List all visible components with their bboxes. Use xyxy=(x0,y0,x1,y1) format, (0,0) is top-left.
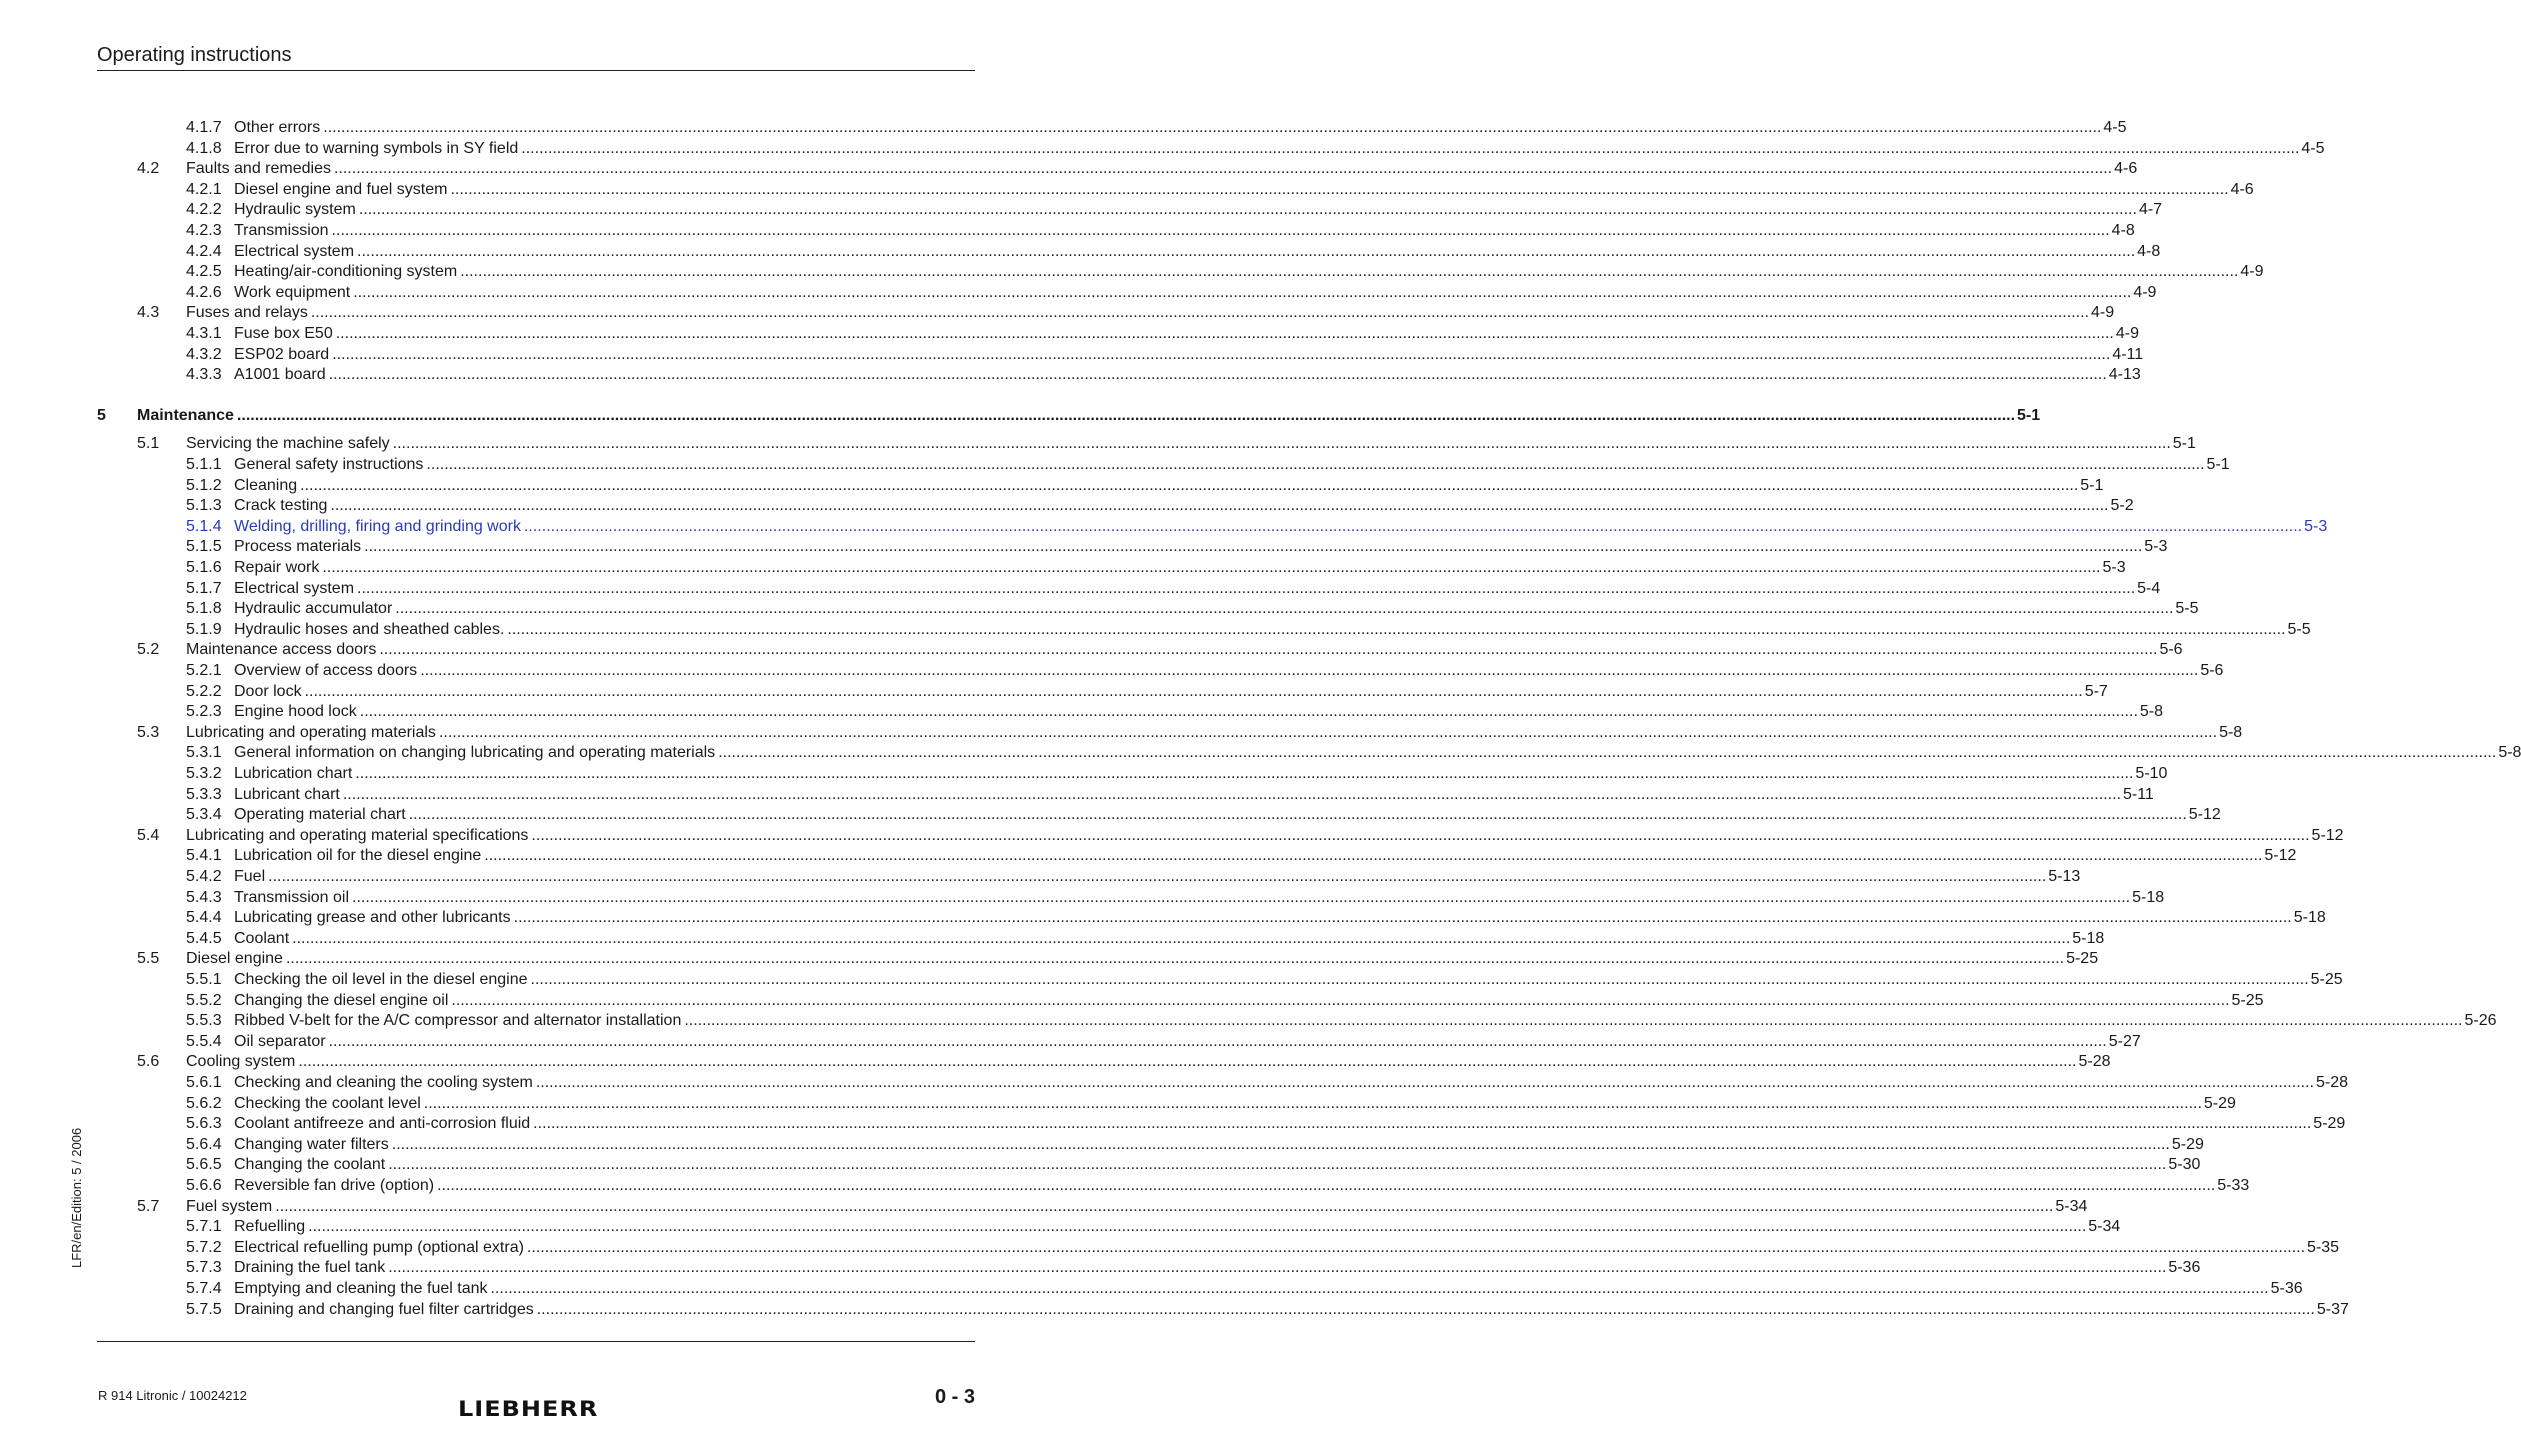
toc-entry-page: 5-10 xyxy=(2135,765,2168,782)
toc-entry-number: 4.2.5 xyxy=(186,263,222,281)
toc-dot-leader: ................................................................................................................................................................................................................................................................................................................................................................................................................ xyxy=(533,1115,2312,1133)
toc-entry-page: 5-11 xyxy=(2122,785,2154,803)
toc-entry-page: 5-8 xyxy=(2139,703,2164,721)
toc-entry-title: Refuelling xyxy=(234,1218,306,1236)
toc-entry-number: 5.2.1 xyxy=(186,662,222,679)
liebherr-logo: LIEBHERR xyxy=(458,1396,599,1422)
toc-entry-title: Lubricant chart xyxy=(234,785,340,803)
toc-dot-leader: ................................................................................................................................................................................................................................................................................................................................................................................................................ xyxy=(521,139,2300,157)
toc-dot-leader: ................................................................................................................................................................................................................................................................................................................................................................................................................ xyxy=(364,538,2143,556)
toc-dot-leader: ................................................................................................................................................................................................................................................................................................................................................................................................................ xyxy=(285,950,2065,968)
toc-entry xyxy=(0,1073,2348,1093)
toc-dot-leader: ................................................................................................................................................................................................................................................................................................................................................................................................................ xyxy=(536,1300,2315,1318)
toc-dot-leader: ................................................................................................................................................................................................................................................................................................................................................................................................................ xyxy=(358,201,2137,219)
toc-entry-page: 5-28 xyxy=(2078,1053,2111,1071)
toc-entry-title: Maintenance access doors xyxy=(186,641,377,659)
toc-entry-number: 5.1.5 xyxy=(186,538,222,556)
toc-entry xyxy=(0,620,2311,640)
toc-dot-leader: ................................................................................................................................................................................................................................................................................................................................................................................................................ xyxy=(379,641,2158,659)
toc-entry-title: Fuse box E50 xyxy=(234,325,333,342)
toc-entry xyxy=(0,1279,2303,1299)
toc-entry-number: 5.6 xyxy=(137,1053,160,1071)
toc-entry-number: 5.4 xyxy=(137,826,160,844)
toc-entry xyxy=(0,1011,2497,1031)
toc-entry-number: 5.7.3 xyxy=(186,1259,222,1277)
toc-entry-title: Electrical system xyxy=(234,579,355,597)
toc-entry-page: 5-8 xyxy=(2219,723,2243,741)
toc-entry-page: 5-36 xyxy=(2270,1280,2303,1297)
toc-entry-title: ESP02 board xyxy=(234,345,330,363)
toc-dot-leader: ................................................................................................................................................................................................................................................................................................................................................................................................................ xyxy=(395,600,2174,618)
toc-entry-number: 5.4.3 xyxy=(186,888,222,906)
toc-entry xyxy=(0,324,2139,344)
toc-entry-title: Other errors xyxy=(234,119,321,136)
toc-entry-page: 5-3 xyxy=(2102,559,2126,576)
toc-entry xyxy=(0,303,2115,323)
toc-entry-title: Faults and remedies xyxy=(186,160,331,178)
toc-entry[interactable] xyxy=(0,517,2328,537)
toc-entry xyxy=(0,406,2041,426)
toc-dot-leader: ................................................................................................................................................................................................................................................................................................................................................................................................................ xyxy=(357,579,2136,597)
toc-entry-number: 5.1.3 xyxy=(186,497,222,515)
toc-entry xyxy=(0,537,2168,557)
toc-entry xyxy=(0,908,2326,928)
toc-entry-page: 5-18 xyxy=(2293,909,2326,927)
toc-entry-number: 5.1.1 xyxy=(186,456,222,473)
toc-entry-number: 5.1.7 xyxy=(186,579,222,597)
toc-entry-title: Reversible fan drive (option) xyxy=(234,1177,435,1194)
toc-entry-title: Draining the fuel tank xyxy=(234,1259,386,1277)
toc-entry xyxy=(0,702,2164,722)
toc-entry xyxy=(0,496,2134,516)
toc-entry xyxy=(0,242,2161,262)
toc-entry-title: Hydraulic accumulator xyxy=(234,600,393,618)
toc-entry-number: 5.7.1 xyxy=(186,1218,222,1236)
toc-dot-leader: ................................................................................................................................................................................................................................................................................................................................................................................................................ xyxy=(684,1012,2463,1030)
toc-dot-leader: ................................................................................................................................................................................................................................................................................................................................................................................................................ xyxy=(392,435,2171,453)
toc-entry-page: 5-1 xyxy=(2206,456,2230,473)
toc-entry-title: Engine hood lock xyxy=(234,703,357,721)
page-number: 0 - 3 xyxy=(934,1386,975,1408)
toc-entry-title: General information on changing lubricating and operating materials xyxy=(234,744,716,762)
toc-entry xyxy=(0,345,2144,365)
toc-entry-title: Work equipment xyxy=(234,283,351,301)
toc-dot-leader: ................................................................................................................................................................................................................................................................................................................................................................................................................ xyxy=(332,345,2111,363)
toc-entry-page: 5-5 xyxy=(2287,620,2311,638)
toc-entry-number: 4.1.8 xyxy=(186,139,222,157)
toc-dot-leader: ................................................................................................................................................................................................................................................................................................................................................................................................................ xyxy=(450,180,2229,198)
toc-entry-title: Maintenance xyxy=(137,406,234,424)
toc-entry xyxy=(0,1114,2346,1134)
toc-entry xyxy=(0,434,2196,454)
toc-dot-leader: ................................................................................................................................................................................................................................................................................................................................................................................................................ xyxy=(353,283,2132,301)
toc-entry-page: 5-4 xyxy=(2137,579,2161,597)
toc-entry-page: 5-30 xyxy=(2168,1156,2201,1174)
toc-entry-number: 5.6.3 xyxy=(186,1115,222,1133)
toc-entry-number: 5.3.2 xyxy=(186,765,222,782)
toc-entry-page: 5-35 xyxy=(2307,1238,2340,1256)
toc-dot-leader: ................................................................................................................................................................................................................................................................................................................................................................................................................ xyxy=(355,765,2134,782)
toc-entry-number: 4.2.4 xyxy=(186,242,222,260)
toc-entry-page: 4-5 xyxy=(2301,139,2325,157)
toc-dot-leader: ................................................................................................................................................................................................................................................................................................................................................................................................................ xyxy=(530,971,2309,988)
toc-entry-number: 5.3.1 xyxy=(186,744,222,762)
toc-dot-leader: ................................................................................................................................................................................................................................................................................................................................................................................................................ xyxy=(531,826,2310,844)
toc-entry-number: 5 xyxy=(97,406,106,424)
toc-entry xyxy=(0,1300,2349,1320)
toc-entry-page: 5-25 xyxy=(2231,991,2264,1009)
toc-dot-leader: ................................................................................................................................................................................................................................................................................................................................................................................................................ xyxy=(268,868,2047,885)
toc-entry xyxy=(0,1135,2204,1155)
toc-entry-page: 5-29 xyxy=(2203,1094,2236,1112)
toc-dot-leader: ................................................................................................................................................................................................................................................................................................................................................................................................................ xyxy=(391,1135,2170,1153)
toc-entry-page: 5-18 xyxy=(2072,929,2105,947)
toc-entry-page: 4-13 xyxy=(2108,366,2141,384)
toc-entry-title: Lubrication chart xyxy=(234,765,353,782)
toc-entry xyxy=(0,180,2254,200)
toc-entry-page: 4-7 xyxy=(2138,201,2163,219)
toc-entry-title: Transmission oil xyxy=(234,888,349,906)
toc-dot-leader: ................................................................................................................................................................................................................................................................................................................................................................................................................ xyxy=(718,744,2497,762)
toc-entry-title: Heating/air-conditioning system xyxy=(234,263,458,281)
toc-entry-number: 5.5.2 xyxy=(186,991,222,1009)
toc-entry-title: Lubricating and operating material specifications xyxy=(186,826,529,844)
toc-dot-leader: ................................................................................................................................................................................................................................................................................................................................................................................................................ xyxy=(300,476,2079,494)
toc-dot-leader: ................................................................................................................................................................................................................................................................................................................................................................................................................ xyxy=(359,703,2138,721)
toc-entry xyxy=(0,743,2521,763)
toc-entry-number: 4.3 xyxy=(137,304,160,322)
toc-entry-title: Cooling system xyxy=(186,1053,296,1071)
toc-entry-title: Changing water filters xyxy=(234,1135,389,1153)
header-divider xyxy=(97,70,975,71)
toc-entry-page: 5-3 xyxy=(2144,538,2168,556)
toc-dot-leader: ................................................................................................................................................................................................................................................................................................................................................................................................................ xyxy=(342,785,2121,803)
toc-entry-page: 5-33 xyxy=(2217,1177,2250,1194)
toc-entry-page: 5-25 xyxy=(2310,971,2343,988)
toc-entry-page: 5-6 xyxy=(2159,641,2183,659)
toc-dot-leader: ................................................................................................................................................................................................................................................................................................................................................................................................................ xyxy=(535,1074,2314,1091)
toc-entry-page: 5-12 xyxy=(2311,826,2344,844)
toc-entry-page: 5-18 xyxy=(2132,888,2165,906)
toc-dot-leader: ................................................................................................................................................................................................................................................................................................................................................................................................................ xyxy=(484,847,2263,865)
toc-entry xyxy=(0,1155,2201,1175)
toc-entry-title: Repair work xyxy=(234,559,320,576)
toc-dot-leader: ................................................................................................................................................................................................................................................................................................................................................................................................................ xyxy=(330,497,2109,515)
toc-entry xyxy=(0,1258,2201,1278)
toc-entry xyxy=(0,1217,2121,1237)
toc-entry-page: 5-29 xyxy=(2171,1135,2204,1153)
toc-entry xyxy=(0,365,2141,385)
toc-entry-number: 5.4.1 xyxy=(186,847,222,865)
toc-entry-title: A1001 board xyxy=(234,366,326,384)
toc-entry-number: 5.5 xyxy=(137,950,160,968)
toc-dot-leader: ................................................................................................................................................................................................................................................................................................................................................................................................................ xyxy=(357,242,2136,260)
toc-entry-number: 5.5.4 xyxy=(186,1032,222,1050)
toc-entry xyxy=(0,1238,2340,1258)
toc-entry-title: Process materials xyxy=(234,538,362,556)
toc-entry-number: 5.6.4 xyxy=(186,1135,222,1153)
toc-entry xyxy=(0,159,2138,179)
toc-dot-leader: ................................................................................................................................................................................................................................................................................................................................................................................................................ xyxy=(437,1177,2216,1194)
toc-dot-leader: ................................................................................................................................................................................................................................................................................................................................................................................................................ xyxy=(275,1197,2054,1215)
toc-entry-title: Ribbed V-belt for the A/C compressor and alternator installation xyxy=(234,1012,682,1030)
page-header-title: Operating instructions xyxy=(97,44,292,66)
toc-entry-title: Hydraulic hoses and sheathed cables. xyxy=(234,620,505,638)
toc-entry xyxy=(0,682,2108,702)
toc-dot-leader: ................................................................................................................................................................................................................................................................................................................................................................................................................ xyxy=(292,929,2071,947)
toc-entry-title: Diesel engine xyxy=(186,950,283,968)
toc-dot-leader: ................................................................................................................................................................................................................................................................................................................................................................................................................ xyxy=(335,325,2114,342)
toc-entry xyxy=(0,805,2221,825)
toc-entry-page: 5-1 xyxy=(2172,435,2196,453)
toc-dot-leader: ................................................................................................................................................................................................................................................................................................................................................................................................................ xyxy=(451,991,2230,1009)
toc-entry-number: 5.6.5 xyxy=(186,1156,222,1174)
toc-entry-number: 4.2.2 xyxy=(186,201,222,219)
toc-entry-page: 4-8 xyxy=(2111,222,2135,239)
toc-entry xyxy=(0,785,2154,805)
toc-entry-page: 5-13 xyxy=(2048,868,2081,885)
toc-entry-number: 5.1.2 xyxy=(186,476,222,494)
toc-dot-leader: ................................................................................................................................................................................................................................................................................................................................................................................................................ xyxy=(513,909,2292,927)
toc-entry-page: 4-9 xyxy=(2115,325,2139,342)
toc-entry xyxy=(0,1094,2236,1114)
toc-entry-title: Door lock xyxy=(234,682,302,700)
toc-entry-title: Checking the coolant level xyxy=(234,1094,421,1112)
toc-entry xyxy=(0,1052,2111,1072)
toc-entry-page: 5-7 xyxy=(2084,682,2108,700)
toc-entry-number: 4.3.2 xyxy=(186,345,222,363)
toc-entry-title: Diesel engine and fuel system xyxy=(234,180,448,198)
toc-entry-number: 5.1.8 xyxy=(186,600,222,618)
document-reference: R 914 Litronic / 10024212 xyxy=(98,1388,247,1403)
toc-dot-leader: ................................................................................................................................................................................................................................................................................................................................................................................................................ xyxy=(323,119,2102,136)
toc-entry-page: 5-12 xyxy=(2264,847,2297,865)
toc-entry xyxy=(0,139,2325,159)
toc-entry-number: 5.5.3 xyxy=(186,1012,222,1030)
toc-entry-page: 4-9 xyxy=(2090,304,2115,322)
toc-entry-title: Checking and cleaning the cooling system xyxy=(234,1074,533,1091)
toc-entry-title: General safety instructions xyxy=(234,456,424,473)
toc-dot-leader: ................................................................................................................................................................................................................................................................................................................................................................................................................ xyxy=(490,1280,2269,1297)
toc-entry-number: 5.7 xyxy=(137,1197,160,1215)
toc-dot-leader: ................................................................................................................................................................................................................................................................................................................................................................................................................ xyxy=(322,559,2101,576)
toc-entry-title: Coolant antifreeze and anti-corrosion fluid xyxy=(234,1115,531,1133)
toc-entry-title: Lubricating grease and other lubricants xyxy=(234,909,511,927)
toc-entry xyxy=(0,200,2163,220)
toc-entry-number: 5.2.3 xyxy=(186,703,222,721)
toc-entry-title: Operating material chart xyxy=(234,806,406,824)
toc-entry xyxy=(0,1197,2088,1217)
toc-entry-number: 4.2 xyxy=(137,160,160,178)
toc-entry xyxy=(0,826,2344,846)
toc-entry xyxy=(0,661,2224,681)
toc-entry xyxy=(0,599,2199,619)
toc-entry xyxy=(0,262,2264,282)
toc-entry-number: 5.7.2 xyxy=(186,1238,222,1256)
toc-entry-page: 5-6 xyxy=(2200,662,2224,679)
toc-dot-leader: ................................................................................................................................................................................................................................................................................................................................................................................................................ xyxy=(310,304,2089,322)
toc-entry-title: Cleaning xyxy=(234,476,298,494)
toc-entry xyxy=(0,723,2243,743)
toc-entry xyxy=(0,970,2343,990)
toc-dot-leader: ................................................................................................................................................................................................................................................................................................................................................................................................................ xyxy=(523,517,2303,535)
toc-entry xyxy=(0,476,2104,496)
toc-entry-number: 5.2.2 xyxy=(186,682,222,700)
toc-entry-number: 4.3.1 xyxy=(186,325,222,342)
toc-entry-number: 5.2 xyxy=(137,641,160,659)
toc-entry-number: 4.2.3 xyxy=(186,222,222,239)
toc-entry-page: 4-6 xyxy=(2230,180,2254,198)
toc-dot-leader: ................................................................................................................................................................................................................................................................................................................................................................................................................ xyxy=(298,1053,2077,1071)
toc-entry-title: Electrical system xyxy=(234,242,355,260)
toc-dot-leader: ................................................................................................................................................................................................................................................................................................................................................................................................................ xyxy=(507,620,2286,638)
toc-entry-page: 5-34 xyxy=(2088,1218,2121,1236)
toc-entry-number: 4.2.1 xyxy=(186,180,222,198)
toc-entry-page: 4-9 xyxy=(2133,283,2157,301)
toc-entry-number: 5.6.6 xyxy=(186,1177,222,1194)
toc-entry-title: Fuses and relays xyxy=(186,304,308,322)
toc-entry-title: Checking the oil level in the diesel engine xyxy=(234,971,528,988)
toc-entry-number: 4.3.3 xyxy=(186,366,222,384)
toc-entry-page: 4-6 xyxy=(2114,160,2138,178)
toc-entry-number: 5.1.9 xyxy=(186,620,222,638)
toc-entry xyxy=(0,221,2135,241)
toc-entry-number: 5.7.4 xyxy=(186,1280,222,1297)
toc-entry-title: Crack testing xyxy=(234,497,328,515)
toc-entry xyxy=(0,283,2157,303)
toc-entry-title: Hydraulic system xyxy=(234,201,356,219)
toc-dot-leader: ................................................................................................................................................................................................................................................................................................................................................................................................................ xyxy=(460,263,2239,281)
toc-entry-page: 4-11 xyxy=(2112,345,2144,363)
toc-entry-title: Transmission xyxy=(234,222,329,239)
toc-entry-page: 5-3 xyxy=(2304,517,2328,535)
toc-entry-page: 5-25 xyxy=(2066,950,2099,968)
toc-entry-title: Lubrication oil for the diesel engine xyxy=(234,847,482,865)
toc-dot-leader: ................................................................................................................................................................................................................................................................................................................................................................................................................ xyxy=(426,456,2205,473)
toc-entry-title: Electrical refuelling pump (optional extra) xyxy=(234,1238,524,1256)
toc-entry xyxy=(0,579,2161,599)
toc-entry-page: 5-2 xyxy=(2110,497,2134,515)
toc-dot-leader: ................................................................................................................................................................................................................................................................................................................................................................................................................ xyxy=(333,160,2113,178)
toc-dot-leader: ................................................................................................................................................................................................................................................................................................................................................................................................................ xyxy=(331,222,2110,239)
toc-entry-page: 5-1 xyxy=(2080,476,2104,494)
toc-dot-leader: ................................................................................................................................................................................................................................................................................................................................................................................................................ xyxy=(423,1094,2202,1112)
toc-entry-page: 5-1 xyxy=(2017,406,2041,424)
toc-entry-number: 5.4.5 xyxy=(186,929,222,947)
toc-entry-number: 5.1 xyxy=(137,435,160,453)
toc-entry-page: 5-8 xyxy=(2498,744,2521,762)
toc-dot-leader: ................................................................................................................................................................................................................................................................................................................................................................................................................ xyxy=(236,406,2016,424)
toc-entry-page: 5-26 xyxy=(2464,1012,2497,1030)
toc-entry-number: 5.7.5 xyxy=(186,1300,222,1318)
toc-entry-title: Changing the coolant xyxy=(234,1156,386,1174)
toc-entry-number: 5.3 xyxy=(137,723,160,741)
toc-entry xyxy=(0,1176,2250,1196)
toc-entry-page: 5-36 xyxy=(2168,1259,2201,1277)
toc-entry-page: 5-29 xyxy=(2313,1115,2346,1133)
toc-entry-page: 5-5 xyxy=(2175,600,2199,618)
toc-entry-title: Draining and changing fuel filter cartridges xyxy=(234,1300,534,1318)
toc-entry xyxy=(0,640,2183,660)
toc-entry-page: 4-5 xyxy=(2103,119,2127,136)
toc-entry-page: 4-9 xyxy=(2240,263,2264,281)
toc-dot-leader: ................................................................................................................................................................................................................................................................................................................................................................................................................ xyxy=(408,806,2187,824)
toc-entry xyxy=(0,991,2264,1011)
toc-entry-number: 4.2.6 xyxy=(186,283,222,301)
toc-entry xyxy=(0,867,2081,887)
toc-entry-page: 4-8 xyxy=(2137,242,2161,260)
toc-entry-title: Error due to warning symbols in SY field xyxy=(234,139,519,157)
toc-dot-leader: ................................................................................................................................................................................................................................................................................................................................................................................................................ xyxy=(328,1032,2107,1050)
toc-dot-leader: ................................................................................................................................................................................................................................................................................................................................................................................................................ xyxy=(304,682,2083,700)
toc-entry xyxy=(0,929,2105,949)
toc-entry xyxy=(0,846,2297,866)
toc-entry-title: Changing the diesel engine oil xyxy=(234,991,449,1009)
toc-entry-page: 5-28 xyxy=(2315,1074,2348,1091)
toc-entry-title: Coolant xyxy=(234,929,290,947)
toc-entry-number: 5.6.2 xyxy=(186,1094,222,1112)
toc-entry-title: Emptying and cleaning the fuel tank xyxy=(234,1280,488,1297)
toc-entry xyxy=(0,455,2230,475)
toc-entry-number: 5.3.3 xyxy=(186,785,222,803)
toc-entry xyxy=(0,764,2168,784)
toc-dot-leader: ................................................................................................................................................................................................................................................................................................................................................................................................................ xyxy=(388,1156,2167,1174)
toc-dot-leader: ................................................................................................................................................................................................................................................................................................................................................................................................................ xyxy=(328,366,2107,384)
toc-dot-leader: ................................................................................................................................................................................................................................................................................................................................................................................................................ xyxy=(388,1259,2167,1277)
toc-entry-title: Lubricating and operating materials xyxy=(186,723,436,741)
toc-entry-number: 5.1.4 xyxy=(186,517,222,535)
toc-entry-number: 5.1.6 xyxy=(186,559,222,576)
edition-side-label: LFR/en/Edition: 5 / 2006 xyxy=(69,1127,84,1268)
toc-entry xyxy=(0,888,2165,908)
toc-dot-leader: ................................................................................................................................................................................................................................................................................................................................................................................................................ xyxy=(308,1218,2087,1236)
toc-entry-title: Servicing the machine safely xyxy=(186,435,390,453)
toc-entry-page: 5-12 xyxy=(2188,806,2221,824)
toc-entry-title: Fuel xyxy=(234,868,266,885)
toc-dot-leader: ................................................................................................................................................................................................................................................................................................................................................................................................................ xyxy=(420,662,2199,679)
toc-dot-leader: ................................................................................................................................................................................................................................................................................................................................................................................................................ xyxy=(438,723,2218,741)
toc-entry-number: 5.4.4 xyxy=(186,909,222,927)
toc-entry-number: 5.6.1 xyxy=(186,1074,222,1091)
toc-entry-title: Overview of access doors xyxy=(234,662,418,679)
toc-entry-number: 5.4.2 xyxy=(186,868,222,885)
toc-entry-page: 5-34 xyxy=(2055,1197,2088,1215)
footer-divider xyxy=(97,1341,975,1342)
toc-entry-number: 5.5.1 xyxy=(186,971,222,988)
toc-entry-title[interactable]: Welding, drilling, firing and grinding work xyxy=(234,517,521,535)
toc-entry xyxy=(0,949,2099,969)
toc-entry-page: 5-27 xyxy=(2108,1032,2141,1050)
toc-entry xyxy=(0,558,2126,578)
toc-dot-leader: ................................................................................................................................................................................................................................................................................................................................................................................................................ xyxy=(352,888,2131,906)
toc-entry-title: Fuel system xyxy=(186,1197,273,1215)
toc-entry-title: Oil separator xyxy=(234,1032,326,1050)
toc-dot-leader: ................................................................................................................................................................................................................................................................................................................................................................................................................ xyxy=(526,1238,2306,1256)
toc-entry-page: 5-37 xyxy=(2316,1300,2349,1318)
toc-entry xyxy=(0,118,2127,138)
toc-entry-number: 4.1.7 xyxy=(186,119,222,136)
toc-entry-number: 5.3.4 xyxy=(186,806,222,824)
toc-entry xyxy=(0,1032,2141,1052)
